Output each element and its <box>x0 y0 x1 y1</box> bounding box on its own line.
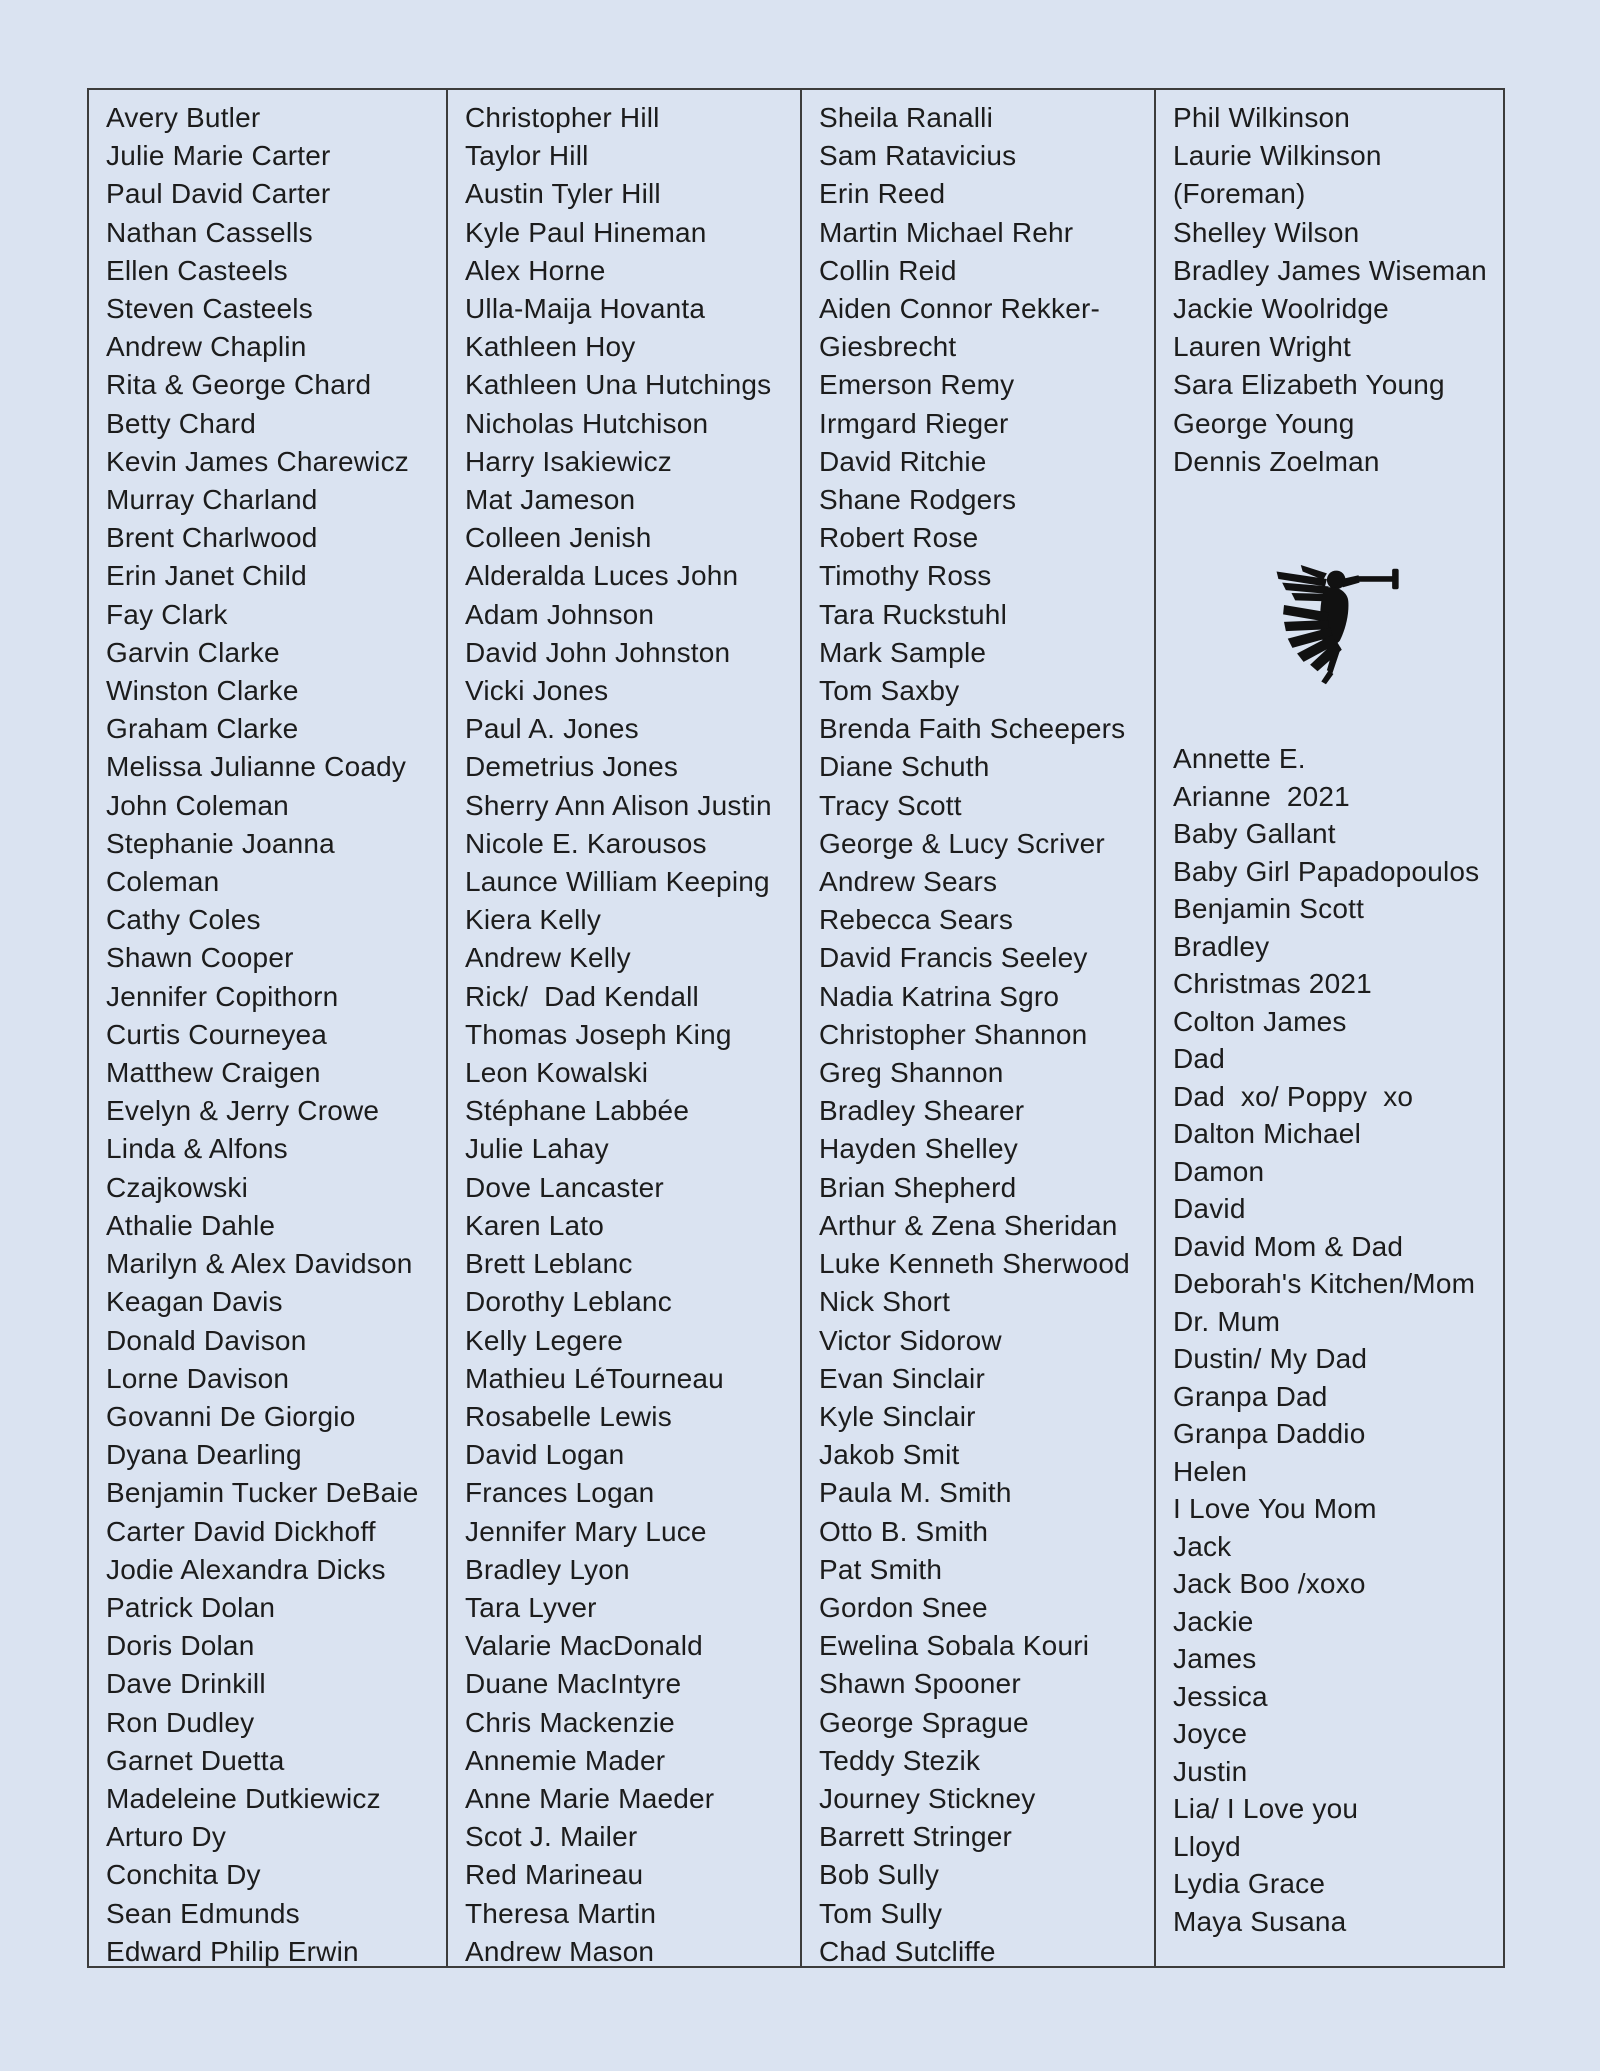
name-line: Dorothy Leblanc <box>465 1286 672 1318</box>
name-line: Colleen Jenish <box>465 522 652 554</box>
name-line: Sean Edmunds <box>106 1897 300 1929</box>
name-line: Thomas Joseph King <box>465 1018 732 1050</box>
name-line: (Foreman) <box>1173 178 1306 210</box>
name-line: Harry Isakiewicz <box>465 445 673 477</box>
name-line: Granpa Daddio <box>1173 1418 1366 1450</box>
name-line: Steven Casteels <box>106 293 313 325</box>
name-line: Frances Logan <box>465 1477 655 1509</box>
name-line: Aiden Connor Rekker- <box>819 293 1101 325</box>
name-line: Erin Janet Child <box>106 560 307 592</box>
name-line: Dave Drinkill <box>106 1668 266 1700</box>
name-line: Linda & Alfons <box>106 1133 288 1165</box>
name-line: Jennifer Mary Luce <box>465 1515 707 1547</box>
name-column-4-bottom-lines <box>1173 740 1499 1940</box>
name-line: Hayden Shelley <box>819 1133 1018 1165</box>
name-line: Deborah's Kitchen/Mom <box>1173 1268 1476 1300</box>
name-column-3 <box>802 90 1156 1966</box>
name-line: Chris Mackenzie <box>465 1706 675 1738</box>
name-line: Rebecca Sears <box>819 904 1014 936</box>
name-line: Demetrius Jones <box>465 751 679 783</box>
name-line: Donald Davison <box>106 1324 307 1356</box>
name-line: Ulla-Maija Hovanta <box>465 293 706 325</box>
name-column-4 <box>1156 90 1503 1966</box>
name-line: Jakob Smit <box>819 1439 960 1471</box>
name-line: Theresa Martin <box>465 1897 657 1929</box>
name-line: Nick Short <box>819 1286 951 1318</box>
name-line: Govanni De Giorgio <box>106 1400 356 1432</box>
name-line: Alderalda Luces John <box>465 560 739 592</box>
name-column-4-top-lines <box>1173 99 1499 481</box>
name-line: Christopher Hill <box>465 102 660 133</box>
name-line: Diane Schuth <box>819 751 990 783</box>
angel-trumpet-icon <box>1269 551 1409 688</box>
name-line: Julie Lahay <box>465 1133 609 1165</box>
name-column-1 <box>89 90 448 1966</box>
name-line: Leon Kowalski <box>465 1057 649 1089</box>
name-line: Garvin Clarke <box>106 636 280 668</box>
name-line: Bradley Lyon <box>465 1553 630 1585</box>
name-line: Brent Charlwood <box>106 522 318 554</box>
name-line: Dalton Michael <box>1173 1118 1361 1150</box>
name-line: Brett Leblanc <box>465 1248 633 1280</box>
name-line: Kelly Legere <box>465 1324 624 1356</box>
name-line: Tom Sully <box>819 1897 943 1929</box>
name-line: Graham Clarke <box>106 713 299 745</box>
name-line: Granpa Dad <box>1173 1380 1328 1412</box>
name-line: Dove Lancaster <box>465 1171 664 1203</box>
name-line: Dustin/ My Dad <box>1173 1343 1368 1375</box>
name-line: Kyle Sinclair <box>819 1400 976 1432</box>
name-column-3-lines <box>819 99 1150 1966</box>
name-line: Fay Clark <box>106 598 228 630</box>
name-line: Annette E. <box>1173 743 1306 775</box>
name-line: Baby Girl Papadopoulos <box>1173 855 1480 887</box>
name-line: Luke Kenneth Sherwood <box>819 1248 1130 1280</box>
name-line: Alex Horne <box>465 254 606 286</box>
name-line: Jackie <box>1173 1605 1254 1637</box>
name-line: Red Marineau <box>465 1859 644 1891</box>
name-line: Nicholas Hutchison <box>465 407 709 439</box>
name-line: Murray Charland <box>106 484 318 516</box>
name-line: David <box>1173 1193 1246 1225</box>
name-line: Andrew Mason <box>465 1935 655 1966</box>
name-line: David Ritchie <box>819 445 987 477</box>
name-line: Maya Susana <box>1173 1905 1347 1937</box>
name-line: Dad <box>1173 1043 1225 1075</box>
name-column-1-lines <box>106 99 442 1966</box>
name-line: Evan Sinclair <box>819 1362 986 1394</box>
name-line: Colton James <box>1173 1005 1347 1037</box>
name-line: Erin Reed <box>819 178 946 210</box>
name-line: Shane Rodgers <box>819 484 1017 516</box>
name-line: Shelley Wilson <box>1173 216 1360 248</box>
name-line: Teddy Stezik <box>819 1744 981 1776</box>
name-line: Andrew Kelly <box>465 942 631 974</box>
name-line: Arianne 2021 <box>1173 780 1350 812</box>
name-line: Keagan Davis <box>106 1286 283 1318</box>
name-line: Launce William Keeping <box>465 866 770 898</box>
name-line: Kathleen Una Hutchings <box>465 369 772 401</box>
name-line: Vicki Jones <box>465 675 609 707</box>
name-line: Lloyd <box>1173 1830 1241 1862</box>
name-line: Paula M. Smith <box>819 1477 1012 1509</box>
name-line: Dr. Mum <box>1173 1305 1281 1337</box>
name-line: Brian Shepherd <box>819 1171 1017 1203</box>
name-line: Phil Wilkinson <box>1173 102 1351 133</box>
name-line: Jodie Alexandra Dicks <box>106 1553 386 1585</box>
name-line: Ewelina Sobala Kouri <box>819 1630 1090 1662</box>
name-line: Justin <box>1173 1755 1248 1787</box>
name-line: Otto B. Smith <box>819 1515 989 1547</box>
name-line: George & Lucy Scriver <box>819 827 1105 859</box>
name-line: Christopher Shannon <box>819 1018 1088 1050</box>
name-line: Benjamin Scott <box>1173 893 1365 925</box>
name-line: Nicole E. Karousos <box>465 827 707 859</box>
name-line: Christmas 2021 <box>1173 968 1372 1000</box>
name-line: George Sprague <box>819 1706 1029 1738</box>
name-line: Irmgard Rieger <box>819 407 1009 439</box>
name-line: Arthur & Zena Sheridan <box>819 1209 1118 1241</box>
name-line: Conchita Dy <box>106 1859 261 1891</box>
name-line: David Logan <box>465 1439 625 1471</box>
name-line: Giesbrecht <box>819 331 957 363</box>
name-line: Mathieu LéTourneau <box>465 1362 724 1394</box>
name-line: Chad Sutcliffe <box>819 1935 996 1966</box>
name-line: Rosabelle Lewis <box>465 1400 672 1432</box>
name-line: Sherry Ann Alison Justin <box>465 789 772 821</box>
name-line: Taylor Hill <box>465 140 589 172</box>
name-line: Jack <box>1173 1530 1232 1562</box>
name-line: George Young <box>1173 407 1355 439</box>
name-list-table <box>87 88 1505 1968</box>
name-line: Coleman <box>106 866 220 898</box>
name-line: Gordon Snee <box>819 1591 988 1623</box>
name-column-2 <box>448 90 802 1966</box>
name-line: Greg Shannon <box>819 1057 1004 1089</box>
name-line: Bradley James Wiseman <box>1173 254 1487 286</box>
name-line: Brenda Faith Scheepers <box>819 713 1126 745</box>
name-line: I Love You Mom <box>1173 1493 1377 1525</box>
name-line: Evelyn & Jerry Crowe <box>106 1095 380 1127</box>
name-line: Czajkowski <box>106 1171 249 1203</box>
name-line: Dad xo/ Poppy xo <box>1173 1080 1414 1112</box>
name-line: Melissa Julianne Coady <box>106 751 407 783</box>
name-line: Adam Johnson <box>465 598 655 630</box>
name-line: Edward Philip Erwin <box>106 1935 359 1966</box>
name-line: Tracy Scott <box>819 789 962 821</box>
name-line: David Mom & Dad <box>1173 1230 1404 1262</box>
name-line: Dennis Zoelman <box>1173 445 1380 477</box>
name-line: Rita & George Chard <box>106 369 372 401</box>
name-line: Martin Michael Rehr <box>819 216 1074 248</box>
name-line: Austin Tyler Hill <box>465 178 661 210</box>
name-line: Tara Lyver <box>465 1591 597 1623</box>
name-line: Stephanie Joanna <box>106 827 335 859</box>
name-line: Avery Butler <box>106 102 261 133</box>
name-line: Shawn Cooper <box>106 942 294 974</box>
name-line: Andrew Chaplin <box>106 331 307 363</box>
name-line: Collin Reid <box>819 254 957 286</box>
name-line: Emerson Remy <box>819 369 1015 401</box>
name-line: Kevin James Charewicz <box>106 445 409 477</box>
name-line: Annemie Mader <box>465 1744 666 1776</box>
name-line: Sam Ratavicius <box>819 140 1017 172</box>
name-line: Curtis Courneyea <box>106 1018 328 1050</box>
name-line: Lorne Davison <box>106 1362 290 1394</box>
name-line: Scot J. Mailer <box>465 1821 638 1853</box>
name-line: Jessica <box>1173 1680 1268 1712</box>
name-line: Karen Lato <box>465 1209 604 1241</box>
name-line: Mark Sample <box>819 636 987 668</box>
name-line: Robert Rose <box>819 522 979 554</box>
name-line: Kiera Kelly <box>465 904 602 936</box>
name-line: David John Johnston <box>465 636 731 668</box>
name-line: John Coleman <box>106 789 289 821</box>
name-line: Dyana Dearling <box>106 1439 302 1471</box>
name-line: Bradley <box>1173 930 1270 962</box>
name-line: Arturo Dy <box>106 1821 227 1853</box>
name-line: Kyle Paul Hineman <box>465 216 707 248</box>
name-line: Ellen Casteels <box>106 254 288 286</box>
name-line: Anne Marie Maeder <box>465 1782 715 1814</box>
name-line: Valarie MacDonald <box>465 1630 703 1662</box>
name-line: Victor Sidorow <box>819 1324 1002 1356</box>
name-line: Nadia Katrina Sgro <box>819 980 1060 1012</box>
name-line: Damon <box>1173 1155 1265 1187</box>
name-line: Patrick Dolan <box>106 1591 276 1623</box>
name-line: Timothy Ross <box>819 560 992 592</box>
name-line: Lydia Grace <box>1173 1868 1326 1900</box>
name-line: Ron Dudley <box>106 1706 255 1738</box>
name-line: Baby Gallant <box>1173 818 1336 850</box>
name-line: Laurie Wilkinson <box>1173 140 1382 172</box>
name-line: Duane MacIntyre <box>465 1668 682 1700</box>
name-line: Barrett Stringer <box>819 1821 1013 1853</box>
name-line: Jack Boo /xoxo <box>1173 1568 1366 1600</box>
name-line: Rick/ Dad Kendall <box>465 980 699 1012</box>
name-line: Sheila Ranalli <box>819 102 994 133</box>
name-line: Athalie Dahle <box>106 1209 276 1241</box>
name-line: Bob Sully <box>819 1859 940 1891</box>
name-line: Journey Stickney <box>819 1782 1036 1814</box>
name-line: Marilyn & Alex Davidson <box>106 1248 413 1280</box>
name-line: Joyce <box>1173 1718 1248 1750</box>
name-line: Paul A. Jones <box>465 713 639 745</box>
name-line: Winston Clarke <box>106 675 299 707</box>
name-column-2-lines <box>465 99 796 1966</box>
name-line: Tara Ruckstuhl <box>819 598 1007 630</box>
name-line: Paul David Carter <box>106 178 331 210</box>
name-line: Betty Chard <box>106 407 257 439</box>
name-line: Jennifer Copithorn <box>106 980 339 1012</box>
name-line: Andrew Sears <box>819 866 998 898</box>
name-line: Carter David Dickhoff <box>106 1515 376 1547</box>
name-line: Jackie Woolridge <box>1173 293 1389 325</box>
name-line: Garnet Duetta <box>106 1744 285 1776</box>
name-line: Julie Marie Carter <box>106 140 331 172</box>
name-line: Nathan Cassells <box>106 216 313 248</box>
name-line: Helen <box>1173 1455 1248 1487</box>
name-line: Sara Elizabeth Young <box>1173 369 1445 401</box>
name-line: Lauren Wright <box>1173 331 1351 363</box>
name-line: Stéphane Labbée <box>465 1095 690 1127</box>
name-line: Madeleine Dutkiewicz <box>106 1782 381 1814</box>
name-line: Pat Smith <box>819 1553 943 1585</box>
name-line: Mat Jameson <box>465 484 636 516</box>
name-line: Tom Saxby <box>819 675 960 707</box>
name-line: Cathy Coles <box>106 904 261 936</box>
name-line: Doris Dolan <box>106 1630 255 1662</box>
name-line: Kathleen Hoy <box>465 331 636 363</box>
name-line: Bradley Shearer <box>819 1095 1025 1127</box>
name-line: James <box>1173 1643 1257 1675</box>
name-line: Matthew Craigen <box>106 1057 321 1089</box>
name-line: Shawn Spooner <box>819 1668 1021 1700</box>
name-line: Benjamin Tucker DeBaie <box>106 1477 419 1509</box>
name-line: David Francis Seeley <box>819 942 1088 974</box>
name-line: Lia/ I Love you <box>1173 1793 1359 1825</box>
